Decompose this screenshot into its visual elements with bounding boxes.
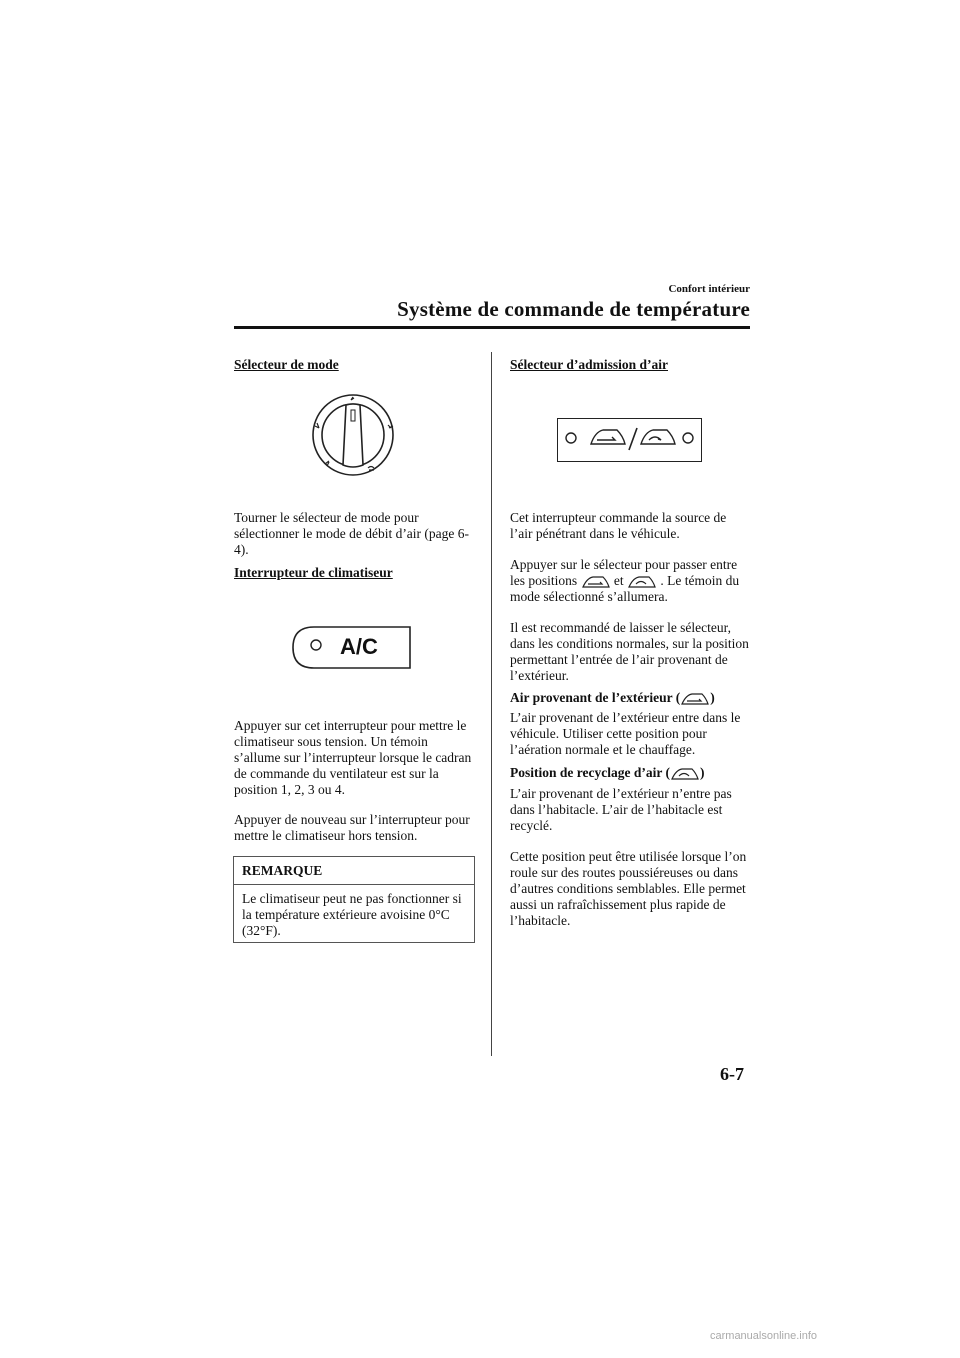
note-text: Le climatiseur peut ne pas fonctionner si la température extérieure avoisine 0°C (32°F). (242, 891, 462, 938)
recirculation-car-icon (641, 430, 675, 444)
ac-switch-text-off: Appuyer de nouveau sur l’interrupteur pour mettre le climatiseur hors tension. (234, 812, 470, 843)
note-title: REMARQUE (242, 863, 323, 878)
recirculation-car-icon (627, 575, 657, 589)
ac-button-label: A/C (340, 634, 378, 659)
column-divider (491, 352, 492, 1056)
page-number: 6-7 (720, 1064, 744, 1084)
outside-air-heading-text: Air provenant de l’extérieur ( (510, 690, 681, 705)
recirculation-text-2: Cette position peut être utilisée lorsque l’on roule sur des routes poussiéreuses ou dans d’autres conditions semblables. Elle permet aussi un rafraîchissement plus rapide de l’habitacle. (510, 849, 747, 928)
recirculation-heading (510, 765, 704, 781)
outside-air-car-icon (591, 430, 625, 444)
header-rule (234, 326, 750, 329)
air-intake-text-2c: . Le témoin du mode sélectionné s’allumera. (510, 573, 740, 604)
air-intake-text-2b: et (613, 573, 624, 588)
air-intake-heading: Sélecteur d’admission d’air (510, 357, 668, 372)
section-kicker: Confort intérieur (668, 283, 750, 295)
recirculation-car-icon (670, 767, 700, 781)
mode-selector-text: Tourner le sélecteur de mode pour sélectionner le mode de débit d’air (page 6-4). (234, 510, 470, 557)
outside-air-heading-close: ) (710, 690, 715, 705)
slash-divider (629, 428, 637, 450)
outside-air-text: L’air provenant de l’extérieur entre dans le véhicule. Utiliser cette position pour l’aération normale et le chauffage. (510, 710, 741, 757)
note-divider (234, 884, 474, 885)
recirculation-heading-close: ) (699, 765, 705, 780)
outside-air-car-icon (581, 575, 611, 589)
air-intake-text-3: Il est recommandé de laisser le sélecteur, dans les conditions normales, sur la position permettant l’entrée de l’air provenant de l’extérieur. (510, 620, 749, 683)
ac-switch-heading: Interrupteur de climatiseur (234, 565, 393, 580)
air-intake-text-2 (510, 557, 750, 605)
page-title: Système de commande de température (397, 297, 750, 321)
recirculation-heading-text: Position de recyclage d’air ( (510, 765, 670, 780)
air-intake-text-2a: Appuyer sur le sélecteur pour passer entre les positions (510, 557, 738, 588)
mode-selector-heading: Sélecteur de mode (234, 357, 339, 372)
footer-watermark: carmanualsonline.info (710, 1330, 818, 1342)
outside-air-heading (510, 690, 715, 706)
note-box (233, 856, 475, 943)
ac-switch-text-on: Appuyer sur cet interrupteur pour mettre le climatiseur sous tension. Un témoin s’allume sur l’interrupteur lorsque le cadran de commande du ventilateur est sur la position 1, 2, 3 ou 4. (234, 718, 472, 797)
outside-air-indicator-icon (566, 433, 576, 443)
air-intake-text-1: Cet interrupteur commande la source de l’air pénétrant dans le véhicule. (510, 510, 727, 541)
recirculation-indicator-icon (683, 433, 693, 443)
ac-button-illustration (292, 626, 411, 669)
recirculation-text-1: L’air provenant de l’extérieur n’entre pas dans l’habitacle. L’air de l’habitacle est recyclé. (510, 786, 732, 833)
mode-selector-knob-illustration (305, 393, 401, 477)
air-intake-button-illustration (557, 418, 702, 462)
outside-air-car-icon (680, 692, 710, 706)
